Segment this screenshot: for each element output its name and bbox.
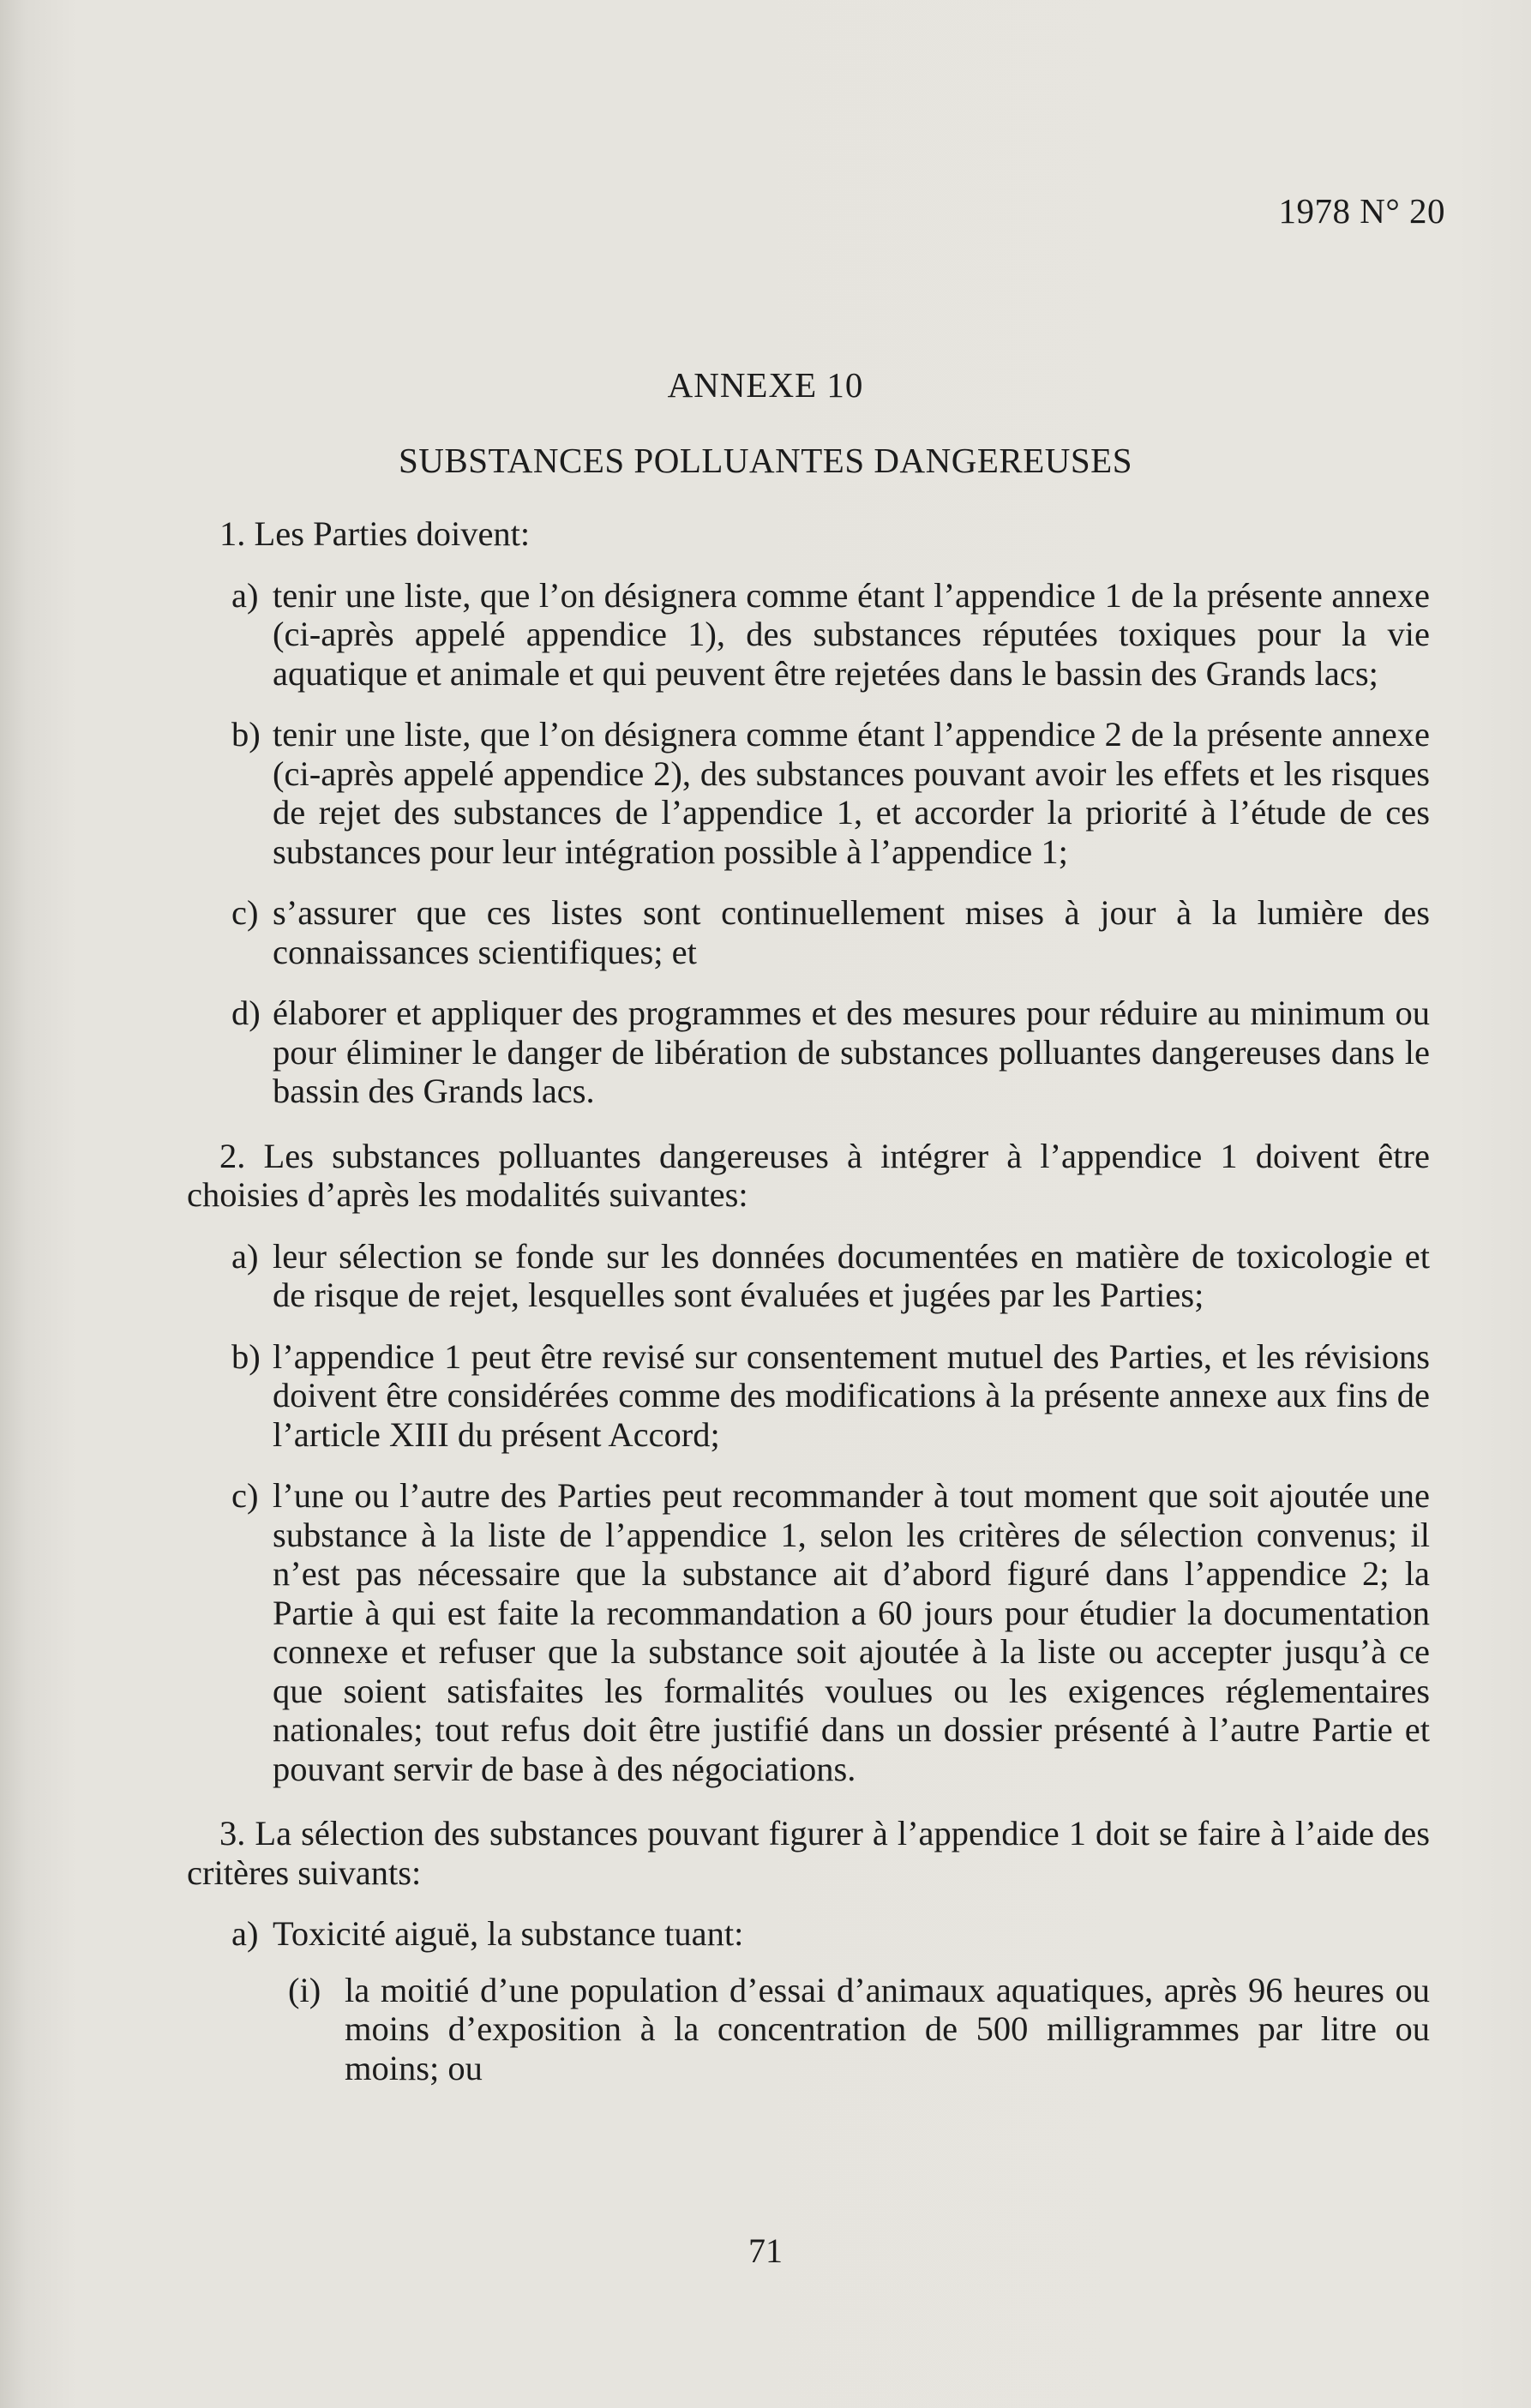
page-number: 71: [748, 2231, 783, 2270]
sub-list-item: [288, 1971, 1430, 2088]
section-3-intro: 3. La sélection des substances pouvant figurer à l’appendice 1 doit se faire à l’aide des critères suivants:: [187, 1814, 1430, 1892]
list-item: [231, 1476, 1430, 1788]
list-item-text: tenir une liste, que l’on désignera comme étant l’appendice 2 de la présente annexe (ci-après appelé appendice 2), des substances pouvant avoir les effets et les risques de rejet des substances de l’appendice 1, et accorder la priorité à l’étude de ces substances pour leur intégration possible à l’appendice 1;: [273, 715, 1430, 871]
list-item: [231, 715, 1430, 871]
list-item: [231, 994, 1430, 1111]
annex-subtitle: SUBSTANCES POLLUANTES DANGEREUSES: [398, 441, 1133, 480]
list-item: [231, 576, 1430, 694]
section-1-intro: 1. Les Parties doivent:: [219, 514, 531, 553]
list-item: [231, 1914, 1430, 1954]
sub-list-item-text: la moitié d’une population d’essai d’animaux aquatiques, après 96 heures ou moins d’exposition à la concentration de 500 milligrammes par litre ou moins; ou: [345, 1970, 1430, 2087]
list-item-label: a): [231, 575, 259, 615]
list-item-text: tenir une liste, que l’on désignera comme étant l’appendice 1 de la présente annexe (ci-après appelé appendice 1), des substances réputées toxiques pour la vie aquatique et animale et qui peuvent être rejetées dans le bassin des Grands lacs;: [273, 575, 1430, 693]
list-item-text: l’appendice 1 peut être revisé sur consentement mutuel des Parties, et les révisions doivent être considérées comme des modifications à la présente annexe aux fins de l’article XIII du présent Accord;: [273, 1336, 1430, 1454]
list-item-text: s’assurer que ces listes sont continuellement mises à jour à la lumière des connaissances scientifiques; et: [273, 893, 1430, 971]
list-item: [231, 1237, 1430, 1315]
list-item-label: b): [231, 1336, 261, 1376]
list-item-text: leur sélection se fonde sur les données documentées en matière de toxicologie et de risque de rejet, lesquelles sont évaluées et jugées par les Parties;: [273, 1236, 1430, 1314]
list-item-text: Toxicité aiguë, la substance tuant:: [273, 1914, 744, 1953]
list-item-label: c): [231, 893, 259, 932]
list-item-label: a): [231, 1914, 259, 1953]
list-item: [231, 1337, 1430, 1455]
section-2-intro: 2. Les substances polluantes dangereuses à intégrer à l’appendice 1 doivent être choisies d’après les modalités suivantes:: [187, 1136, 1430, 1214]
list-item: [231, 893, 1430, 971]
list-item-label: c): [231, 1476, 259, 1515]
list-item-text: élaborer et appliquer des programmes et des mesures pour réduire au minimum ou pour éliminer le danger de libération de substances polluantes dangereuses dans le bassin des Grands lacs.: [273, 994, 1430, 1110]
body-text: [187, 514, 1430, 2087]
list-item-label: d): [231, 994, 261, 1032]
list-item-label: a): [231, 1236, 259, 1276]
list-item-text: l’une ou l’autre des Parties peut recommander à tout moment que soit ajoutée une substance à la liste de l’appendice 1, selon les critères de sélection convenus; il n’est pas nécessaire que la substance ait d’abord figuré dans l’appendice 2; la Partie à qui est faite la recommandation a 60 jours pour étudier la documentation connexe et refuser que la substance soit ajoutée à la liste ou accepter jusqu’à ce que soient satisfaites les formalités voulues ou les exigences réglementaires nationales; tout refus doit être justifié dans un dossier présenté à l’autre Partie et pouvant servir de base à des négociations.: [273, 1476, 1430, 1788]
running-head: 1978 N° 20: [1278, 191, 1445, 231]
annex-title: ANNEXE 10: [667, 365, 864, 405]
list-item-label: b): [231, 715, 261, 754]
sub-list-item-label: (i): [288, 1970, 321, 2009]
